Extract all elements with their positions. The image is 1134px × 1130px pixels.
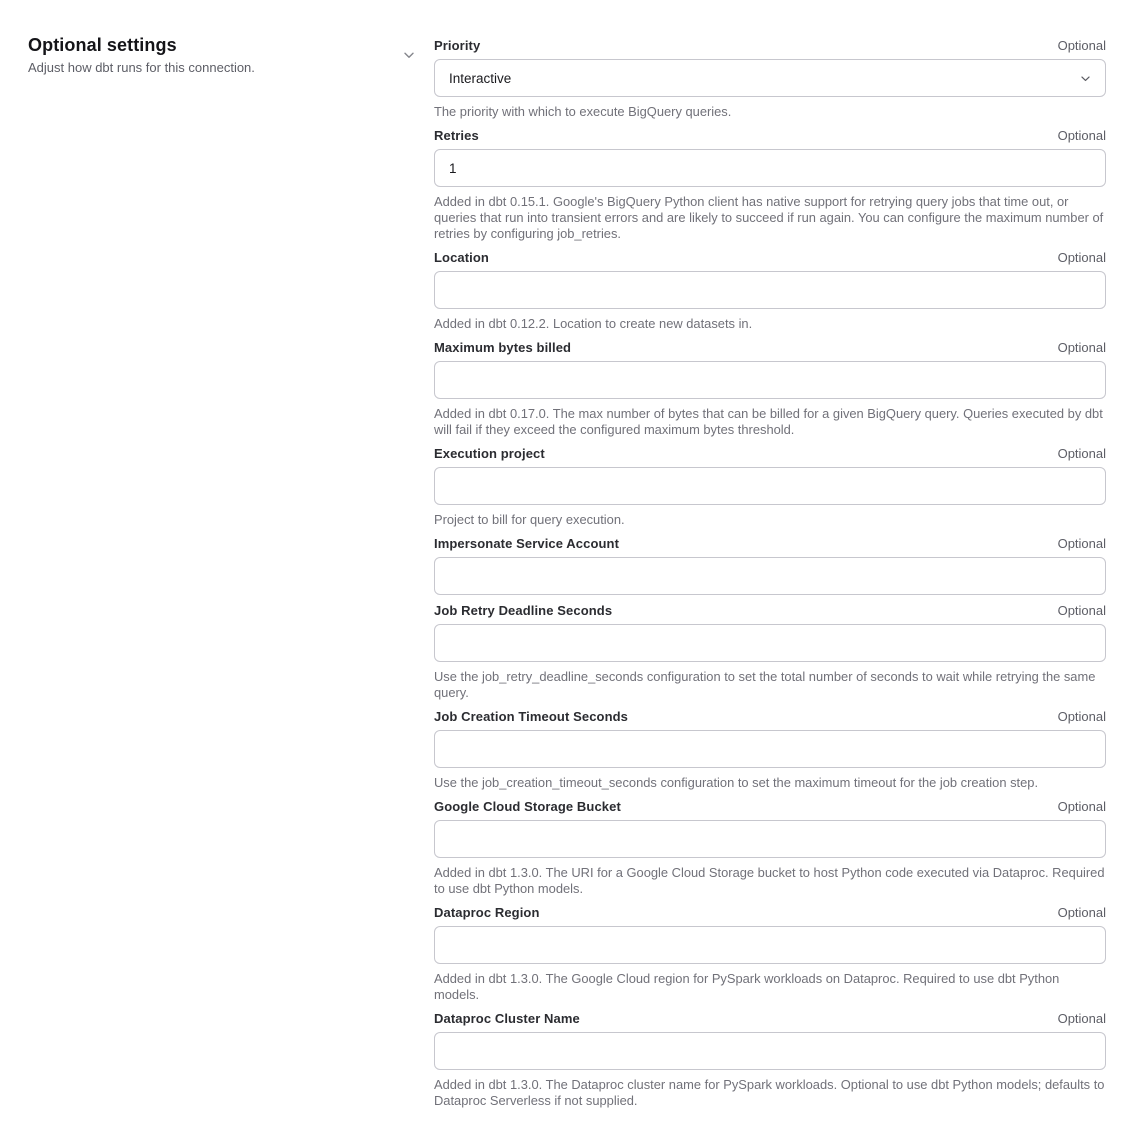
field-header [434,446,1106,462]
field-execution-project [434,446,1106,528]
optional-badge: Optional [1057,603,1106,618]
field-job-creation-timeout-seconds [434,709,1106,791]
help-text: Use the job_retry_deadline_seconds configuration to set the total number of seconds to wait while retrying the same query. [434,669,1096,700]
field-header [434,905,1106,921]
field-label: Job Creation Timeout Seconds [434,709,628,724]
field-label: Priority [434,38,481,53]
impersonate-service-account-input[interactable] [434,557,1106,595]
field-header [434,340,1106,356]
optional-badge: Optional [1057,536,1106,551]
execution-project-input[interactable] [434,467,1106,505]
help-text: Use the job_creation_timeout_seconds configuration to set the maximum timeout for the job creation step. [434,775,1039,790]
field-label: Dataproc Region [434,905,540,920]
field-label: Dataproc Cluster Name [434,1011,580,1026]
optional-badge: Optional [1057,250,1106,265]
retries-input[interactable] [434,149,1106,187]
optional-badge: Optional [1057,128,1106,143]
help-text: Added in dbt 0.12.2. Location to create new datasets in. [434,316,753,331]
field-label: Maximum bytes billed [434,340,572,355]
help-text: Added in dbt 0.15.1. Google's BigQuery Python client has native support for retrying query jobs that time out, or queries that run into transient errors and are likely to succeed if run again. You can configure the maximum number of retries by configuring job_retries. [434,194,1104,241]
field-label: Impersonate Service Account [434,536,620,551]
help-text: Added in dbt 0.17.0. The max number of bytes that can be billed for a given BigQuery query. Queries executed by dbt will fail if they exceed the configured maximum bytes threshold. [434,406,1103,437]
maximum-bytes-billed-input[interactable] [434,361,1106,399]
field-header [434,1011,1106,1027]
location-input[interactable] [434,271,1106,309]
optional-badge: Optional [1057,1011,1106,1026]
field-impersonate-service-account [434,536,1106,595]
field-label: Location [434,250,489,265]
google-cloud-storage-bucket-input[interactable] [434,820,1106,858]
optional-badge: Optional [1057,905,1106,920]
field-job-retry-deadline-seconds [434,603,1106,701]
field-location [434,250,1106,332]
field-header [434,38,1106,54]
field-header [434,799,1106,815]
page-subtitle: Adjust how dbt runs for this connection. [28,60,255,75]
field-priority [434,38,1106,120]
field-header [434,536,1106,552]
field-maximum-bytes-billed [434,340,1106,438]
chevron-down-icon [1079,72,1092,85]
select-value: Interactive [449,70,512,86]
chevron-down-icon [402,48,416,62]
priority-select[interactable] [434,59,1106,97]
section-header [28,35,418,76]
optional-badge: Optional [1057,446,1106,461]
settings-form [434,38,1106,1117]
dataproc-region-input[interactable] [434,926,1106,964]
field-label: Execution project [434,446,545,461]
help-text: Added in dbt 1.3.0. The Google Cloud region for PySpark workloads on Dataproc. Required to use dbt Python models. [434,971,1060,1002]
optional-badge: Optional [1057,340,1106,355]
field-header [434,250,1106,266]
job-creation-timeout-seconds-input[interactable] [434,730,1106,768]
job-retry-deadline-seconds-input[interactable] [434,624,1106,662]
help-text: The priority with which to execute BigQuery queries. [434,104,732,119]
optional-badge: Optional [1057,799,1106,814]
help-text: Added in dbt 1.3.0. The Dataproc cluster name for PySpark workloads. Optional to use dbt Python models; defaults to Dataproc Serverless if not supplied. [434,1077,1105,1108]
field-header [434,709,1106,725]
field-label: Retries [434,128,479,143]
page-title: Optional settings [28,35,177,55]
field-dataproc-region [434,905,1106,1003]
field-header [434,603,1106,619]
field-label: Job Retry Deadline Seconds [434,603,613,618]
help-text: Project to bill for query execution. [434,512,625,527]
optional-badge: Optional [1057,709,1106,724]
field-header [434,128,1106,144]
optional-badge: Optional [1057,38,1106,53]
field-label: Google Cloud Storage Bucket [434,799,621,814]
field-google-cloud-storage-bucket [434,799,1106,897]
field-dataproc-cluster-name [434,1011,1106,1109]
section-collapse-button[interactable] [400,46,418,64]
help-text: Added in dbt 1.3.0. The URI for a Google Cloud Storage bucket to host Python code executed via Dataproc. Required to use dbt Python models. [434,865,1105,896]
dataproc-cluster-name-input[interactable] [434,1032,1106,1070]
field-retries [434,128,1106,242]
